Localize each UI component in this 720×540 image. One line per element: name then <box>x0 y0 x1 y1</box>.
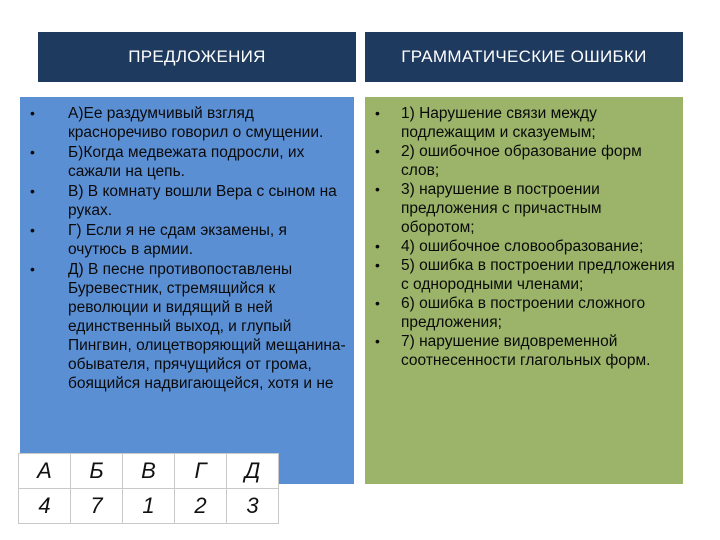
error-text: 7) нарушение видовременной соотнесенности глагольных форм. <box>401 333 651 369</box>
error-text: 3) нарушение в построении предложения с причастным оборотом; <box>401 181 602 236</box>
bullet-icon: • <box>375 333 380 349</box>
error-text: 6) ошибка в построении сложного предложения; <box>401 295 646 331</box>
sentence-text: А)Ее раздумчивый взгляд красноречиво говорил о смущении. <box>68 105 324 141</box>
answer-numbers-row <box>19 489 279 524</box>
error-item-6 <box>375 294 675 332</box>
answer-number-cell: 4 <box>19 489 71 524</box>
error-text: 1) Нарушение связи между подлежащим и сказуемым; <box>401 105 597 141</box>
error-item-4 <box>375 237 675 256</box>
bullet-icon: • <box>30 105 35 121</box>
answer-number-cell: 2 <box>175 489 227 524</box>
sentence-item-a <box>30 104 348 142</box>
answer-letters-row <box>19 454 279 489</box>
bullet-icon: • <box>30 144 35 160</box>
answer-letter-cell: В <box>123 454 175 489</box>
error-text: 5) ошибка в построении предложения с однородными членами; <box>401 257 675 293</box>
answer-number-cell: 1 <box>123 489 175 524</box>
bullet-icon: • <box>30 183 35 199</box>
bullet-icon: • <box>375 143 380 159</box>
error-item-5 <box>375 256 675 294</box>
sentence-item-b <box>30 143 348 181</box>
bullet-icon: • <box>375 105 380 121</box>
bullet-icon: • <box>30 222 35 238</box>
sentences-list <box>30 104 348 394</box>
answer-letter-cell: Д <box>227 454 279 489</box>
sentence-item-g <box>30 221 348 259</box>
bullet-icon: • <box>375 181 380 197</box>
bullet-icon: • <box>375 295 380 311</box>
answer-letter-cell: Г <box>175 454 227 489</box>
errors-panel <box>365 97 683 484</box>
answer-number-cell: 7 <box>71 489 123 524</box>
sentence-item-d <box>30 260 348 393</box>
sentences-header: ПРЕДЛОЖЕНИЯ <box>38 32 356 82</box>
error-item-7 <box>375 332 675 370</box>
error-item-3 <box>375 180 675 237</box>
sentence-text: Б)Когда медвежата подросли, их сажали на цепь. <box>68 144 305 180</box>
answer-letter-cell: Б <box>71 454 123 489</box>
errors-header: ГРАММАТИЧЕСКИЕ ОШИБКИ <box>365 32 683 82</box>
error-item-2 <box>375 142 675 180</box>
error-item-1 <box>375 104 675 142</box>
sentences-panel <box>20 97 354 484</box>
answer-number-cell: 3 <box>227 489 279 524</box>
errors-list <box>375 104 675 370</box>
bullet-icon: • <box>375 238 380 254</box>
error-text: 2) ошибочное образование форм слов; <box>401 143 642 179</box>
answer-table <box>18 453 279 524</box>
answer-letter-cell: А <box>19 454 71 489</box>
error-text: 4) ошибочное словообразование; <box>401 238 644 255</box>
sentence-text: Д) В песне противопоставлены Буревестник, стремящийся к революции и видящий в ней единственный выход, и глупый Пингвин, олицетворяющий мещанина- обывателя, прячущийся от грома, боящийся надвигающейся, хотя и не <box>68 261 346 392</box>
sentence-text: Г) Если я не сдам экзамены, я очутюсь в армии. <box>68 222 287 258</box>
sentence-item-v <box>30 182 348 220</box>
bullet-icon: • <box>375 257 380 273</box>
sentence-text: В) В комнату вошли Вера с сыном на руках. <box>68 183 337 219</box>
bullet-icon: • <box>30 261 35 277</box>
